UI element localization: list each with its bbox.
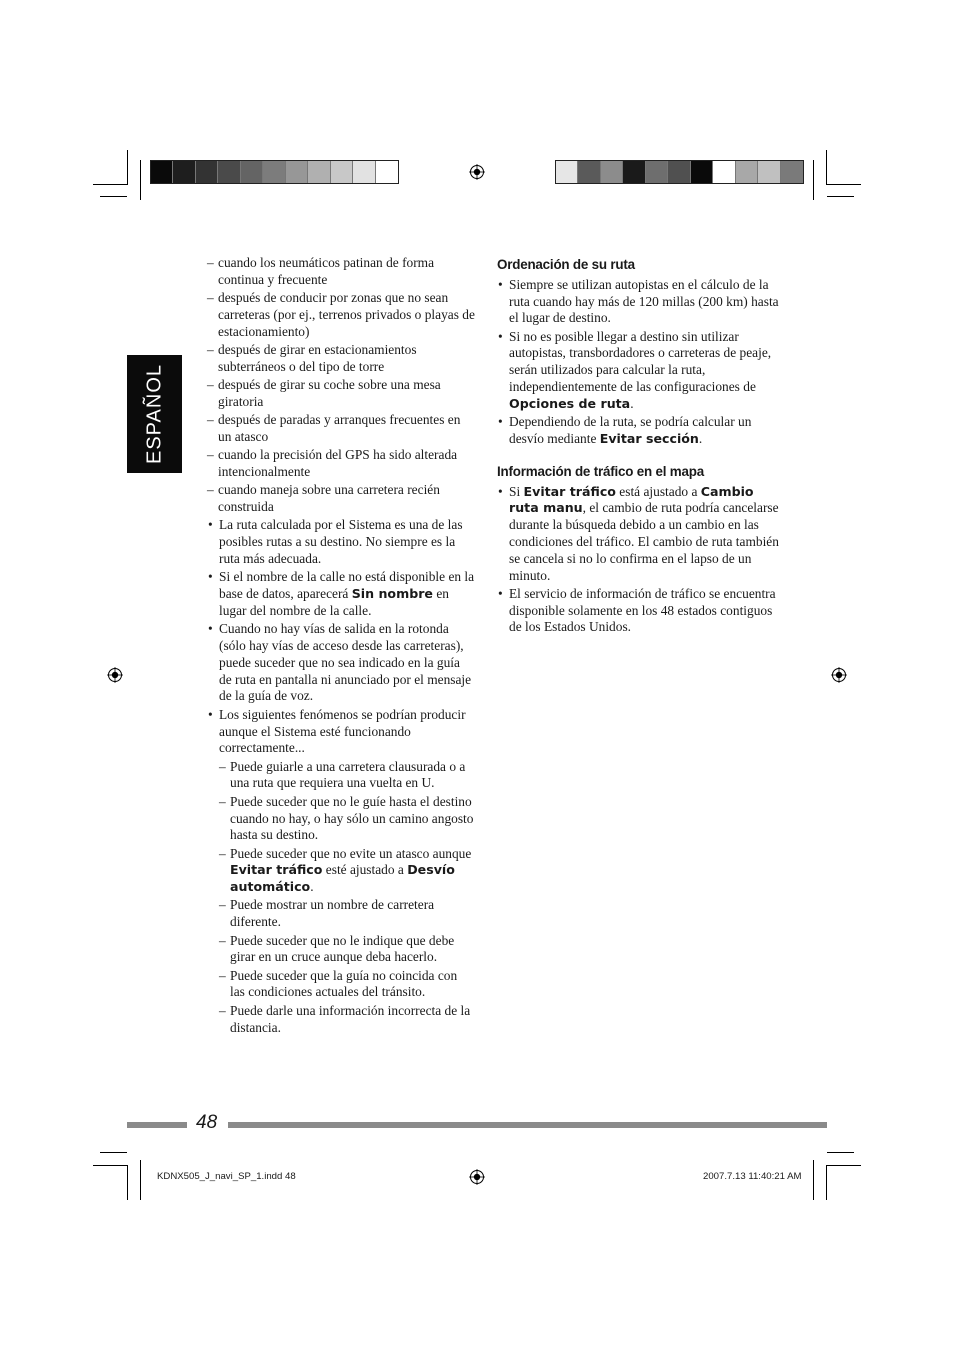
language-tab-label: ESPAÑOL xyxy=(143,364,165,464)
crop-mark xyxy=(813,1160,814,1200)
footer-rule-left xyxy=(127,1122,187,1128)
ui-term: Opciones de ruta xyxy=(509,395,631,411)
color-swatch xyxy=(713,161,735,183)
crop-mark xyxy=(127,1165,128,1200)
registration-mark-icon xyxy=(469,1169,485,1185)
list-item: – Puede mostrar un nombre de carretera diferente. xyxy=(219,897,475,931)
crop-mark xyxy=(827,184,861,185)
color-swatch xyxy=(241,161,263,183)
ui-term: Evitar tráfico xyxy=(230,862,323,878)
crop-mark xyxy=(813,160,814,200)
list-item: – cuando maneja sobre una carretera recién construida xyxy=(207,482,475,516)
section-heading: Información de tráfico en el mapa xyxy=(497,463,704,479)
color-swatch xyxy=(196,161,218,183)
list-item: • El servicio de información de tráfico se encuentra disponible solamente en los 48 estados contiguos de los Estados Unidos. xyxy=(497,586,779,636)
condition-list xyxy=(207,255,475,516)
right-column xyxy=(497,257,779,638)
list-item: • Si el nombre de la calle no está disponible en la base de datos, aparecerá Sin nombre en lugar del nombre de la calle. xyxy=(207,569,475,619)
list-item: • Siempre se utilizan autopistas en el cálculo de la ruta cuando hay más de 120 millas (200 km) hasta el lugar de destino. xyxy=(497,277,779,327)
color-swatch xyxy=(758,161,780,183)
color-swatch xyxy=(218,161,240,183)
list-item: – Puede guiarle a una carretera clausurada o a una ruta que requiera una vuelta en U. xyxy=(219,759,475,793)
color-bar-right xyxy=(555,160,804,184)
crop-mark xyxy=(827,1152,854,1153)
list-item: • Cuando no hay vías de salida en la rotonda (sólo hay vías de acceso desde las carreteras), puede suceder que no sea indicado en la guía de ruta en pantalla ni anunciado por el mensaje de la guía de voz. xyxy=(207,621,475,705)
registration-mark-icon xyxy=(831,667,847,683)
crop-mark xyxy=(140,1160,141,1200)
color-bar-left xyxy=(150,160,399,184)
color-swatch xyxy=(353,161,375,183)
color-swatch xyxy=(263,161,285,183)
list-item: – después de girar su coche sobre una mesa giratoria xyxy=(207,377,475,411)
crop-mark xyxy=(100,196,127,197)
crop-mark xyxy=(826,1165,827,1200)
color-swatch xyxy=(781,161,803,183)
color-swatch xyxy=(601,161,623,183)
list-item: – cuando la precisión del GPS ha sido alterada intencionalmente xyxy=(207,447,475,481)
color-swatch xyxy=(623,161,645,183)
list-item: • La ruta calculada por el Sistema es una de las posibles rutas a su destino. No siempre es la ruta más adecuada. xyxy=(207,517,475,567)
list-item: – Puede suceder que la guía no coincida con las condiciones actuales del tránsito. xyxy=(219,968,475,1002)
language-tab xyxy=(127,355,182,473)
section-heading: Ordenación de su ruta xyxy=(497,257,635,272)
color-swatch xyxy=(151,161,173,183)
phenomena-list xyxy=(219,759,475,1037)
list-item: – después de girar en estacionamientos subterráneos o del tipo de torre xyxy=(207,342,475,376)
color-swatch xyxy=(376,161,398,183)
crop-mark xyxy=(827,196,854,197)
file-slug: KDNX505_J_navi_SP_1.indd 48 xyxy=(157,1171,296,1182)
ui-term: Evitar tráfico xyxy=(523,483,616,499)
list-item: – Puede suceder que no le indique que debe girar en un cruce aunque deba hacerlo. xyxy=(219,933,475,967)
crop-mark xyxy=(140,160,141,200)
registration-mark-icon xyxy=(469,164,485,180)
color-swatch xyxy=(578,161,600,183)
ui-term: Sin nombre xyxy=(351,586,433,602)
print-timestamp: 2007.7.13 11:40:21 AM xyxy=(703,1171,802,1182)
crop-mark xyxy=(127,150,128,185)
list-item: • Los siguientes fenómenos se podrían producir aunque el Sistema esté funcionando correctamente... xyxy=(207,707,475,757)
color-swatch xyxy=(646,161,668,183)
list-item: – Puede darle una información incorrecta de la distancia. xyxy=(219,1003,475,1037)
crop-mark xyxy=(826,150,827,185)
list-item: – después de paradas y arranques frecuentes en un atasco xyxy=(207,412,475,446)
list-item: • Dependiendo de la ruta, se podría calcular un desvío mediante Evitar sección. xyxy=(497,414,779,448)
color-swatch xyxy=(331,161,353,183)
list-item: – cuando los neumáticos patinan de forma continua y frecuente xyxy=(207,255,475,289)
color-swatch xyxy=(556,161,578,183)
list-item: • Si Evitar tráfico está ajustado a Cambio ruta manu, el cambio de ruta podría cancelarse durante la búsqueda debido a un cambio en las condiciones del tráfico. El cambio de ruta también se cancela si no lo confirma en el lapso de un minuto. xyxy=(497,484,779,585)
ui-term: Evitar sección xyxy=(599,430,699,446)
list-item: – Puede suceder que no le guíe hasta el destino cuando no hay, o hay sólo un camino angosto hasta su destino. xyxy=(219,794,475,844)
left-column xyxy=(207,255,475,1038)
list-item: • Si no es posible llegar a destino sin utilizar autopistas, transbordadores o carreteras de peaje, serán utilizados para calcular la ruta, independientemente de las configuraciones de Opciones de ruta. xyxy=(497,329,779,413)
crop-mark xyxy=(100,1152,127,1153)
list-item: – Puede suceder que no evite un atasco aunque Evitar tráfico esté ajustado a Desvío automático. xyxy=(219,846,475,896)
crop-mark xyxy=(93,1165,127,1166)
crop-mark xyxy=(93,184,127,185)
color-swatch xyxy=(286,161,308,183)
color-swatch xyxy=(691,161,713,183)
registration-mark-icon xyxy=(107,667,123,683)
list-item: – después de conducir por zonas que no sean carreteras (por ej., terrenos privados o playas de estacionamiento) xyxy=(207,290,475,340)
color-swatch xyxy=(173,161,195,183)
color-swatch xyxy=(736,161,758,183)
footer-rule-right xyxy=(228,1122,827,1128)
page-number: 48 xyxy=(196,1112,218,1133)
color-swatch xyxy=(668,161,690,183)
color-swatch xyxy=(308,161,330,183)
ui-term: Cambio ruta manu xyxy=(509,483,754,516)
ui-term: Desvío automático xyxy=(230,862,455,895)
crop-mark xyxy=(827,1165,861,1166)
